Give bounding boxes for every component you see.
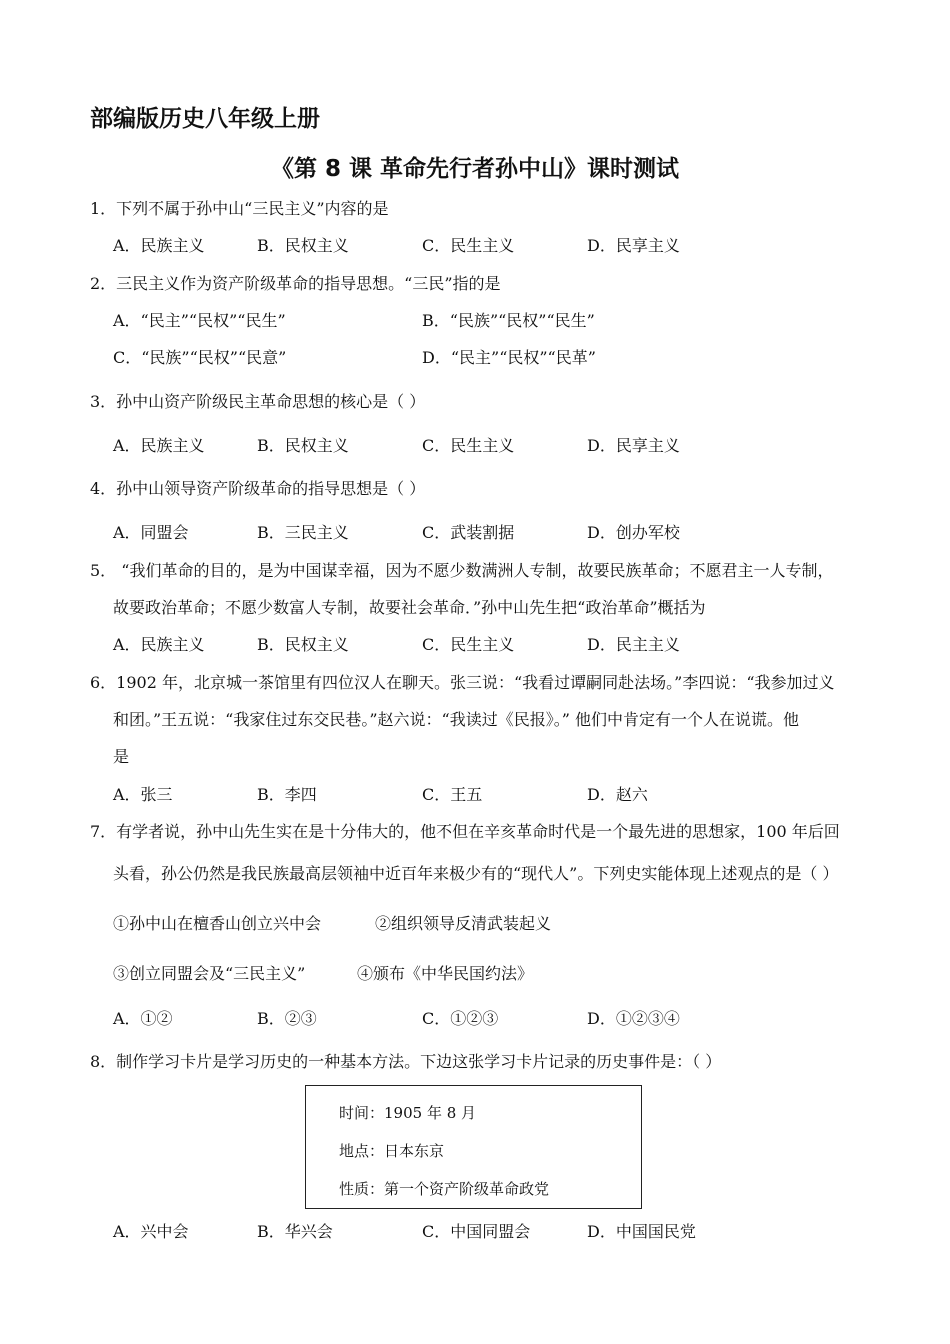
question-7-item-3: ③创立同盟会及“三民主义”: [113, 964, 306, 983]
question-8-option-c: C．中国同盟会: [422, 1222, 531, 1241]
question-4-stem: 4．孙中山领导资产阶级革命的指导思想是（ ）: [90, 479, 426, 498]
study-card-place: 地点：日本东京: [339, 1142, 445, 1160]
question-4-option-a: A．同盟会: [113, 523, 189, 542]
question-4-option-c: C．武装割据: [422, 523, 515, 542]
question-7-option-b: B．②③: [257, 1009, 317, 1028]
question-7-item-1: ①孙中山在檀香山创立兴中会: [113, 914, 322, 933]
question-8-option-a: A．兴中会: [113, 1222, 189, 1241]
question-8-option-d: D．中国国民党: [587, 1222, 696, 1241]
question-6-stem-line-1: 6．1902 年，北京城一茶馆里有四位汉人在聊天。张三说：“我看过谭嗣同赴法场。”李四说：“我参加过义: [90, 673, 835, 692]
question-3-option-d: D．民享主义: [587, 436, 680, 455]
question-1-stem: 1．下列不属于孙中山“三民主义”内容的是: [90, 199, 389, 218]
question-4-option-d: D．创办军校: [587, 523, 680, 542]
question-3-stem: 3．孙中山资产阶级民主革命思想的核心是（ ）: [90, 392, 426, 411]
question-7-option-a: A．①②: [113, 1009, 173, 1028]
question-3-option-a: A．民族主义: [113, 436, 205, 455]
question-6-option-b: B．李四: [257, 785, 317, 804]
question-8-stem: 8．制作学习卡片是学习历史的一种基本方法。下边这张学习卡片记录的历史事件是：（ ）: [90, 1052, 722, 1071]
question-7-stem-line-2: 头看，孙公仍然是我民族最高层领袖中近百年来极少有的“现代人”。下列史实能体现上述观点的是（ ）: [113, 864, 839, 883]
question-5-stem-line-1: 5． “我们革命的目的，是为中国谋幸福，因为不愿少数满洲人专制，故要民族革命；不愿君主一人专制，: [90, 561, 834, 580]
question-7-option-d: D．①②③④: [587, 1009, 680, 1028]
question-6-option-c: C．王五: [422, 785, 483, 804]
question-3-option-c: C．民生主义: [422, 436, 515, 455]
question-5-option-d: D．民主主义: [587, 635, 680, 654]
question-2-option-a: A．“民主”“民权”“民生”: [113, 311, 286, 330]
question-2-option-b: B．“民族”“民权”“民生”: [422, 311, 595, 330]
question-6-stem-line-3: 是: [113, 747, 130, 766]
question-8-option-b: B．华兴会: [257, 1222, 333, 1241]
question-6-option-d: D．赵六: [587, 785, 648, 804]
question-5-option-c: C．民生主义: [422, 635, 515, 654]
question-6-option-a: A．张三: [113, 785, 173, 804]
question-5-option-b: B．民权主义: [257, 635, 349, 654]
question-1-option-b: B．民权主义: [257, 236, 349, 255]
question-3-option-b: B．民权主义: [257, 436, 349, 455]
study-card-time: 时间：1905 年 8 月: [339, 1104, 477, 1122]
question-4-option-b: B．三民主义: [257, 523, 349, 542]
study-card: [305, 1085, 642, 1209]
question-7-stem-line-1: 7．有学者说，孙中山先生实在是十分伟大的，他不但在辛亥革命时代是一个最先进的思想家，100 年后回: [90, 822, 840, 841]
question-7-item-2: ②组织领导反清武装起义: [375, 914, 552, 933]
question-1-option-a: A．民族主义: [113, 236, 205, 255]
question-2-stem: 2．三民主义作为资产阶级革命的指导思想。“三民”指的是: [90, 274, 501, 293]
question-5-option-a: A．民族主义: [113, 635, 205, 654]
subject-heading: 部编版历史八年级上册: [90, 106, 320, 132]
question-6-stem-line-2: 和团。”王五说：“我家住过东交民巷。”赵六说：“我读过《民报》。” 他们中肯定有一个人在说谎。他: [113, 710, 799, 729]
page-title: 《第 8 课 革命先行者孙中山》课时测试: [270, 156, 680, 182]
question-1-option-c: C．民生主义: [422, 236, 515, 255]
question-7-option-c: C．①②③: [422, 1009, 499, 1028]
question-7-item-4: ④颁布《中华民国约法》: [357, 964, 534, 983]
question-1-option-d: D．民享主义: [587, 236, 680, 255]
question-2-option-c: C．“民族”“民权”“民意”: [113, 348, 287, 367]
question-2-option-d: D．“民主”“民权”“民革”: [422, 348, 596, 367]
study-card-nature: 性质：第一个资产阶级革命政党: [339, 1180, 550, 1198]
question-5-stem-line-2: 故要政治革命；不愿少数富人专制，故要社会革命．”孙中山先生把“政治革命”概括为: [113, 598, 706, 617]
